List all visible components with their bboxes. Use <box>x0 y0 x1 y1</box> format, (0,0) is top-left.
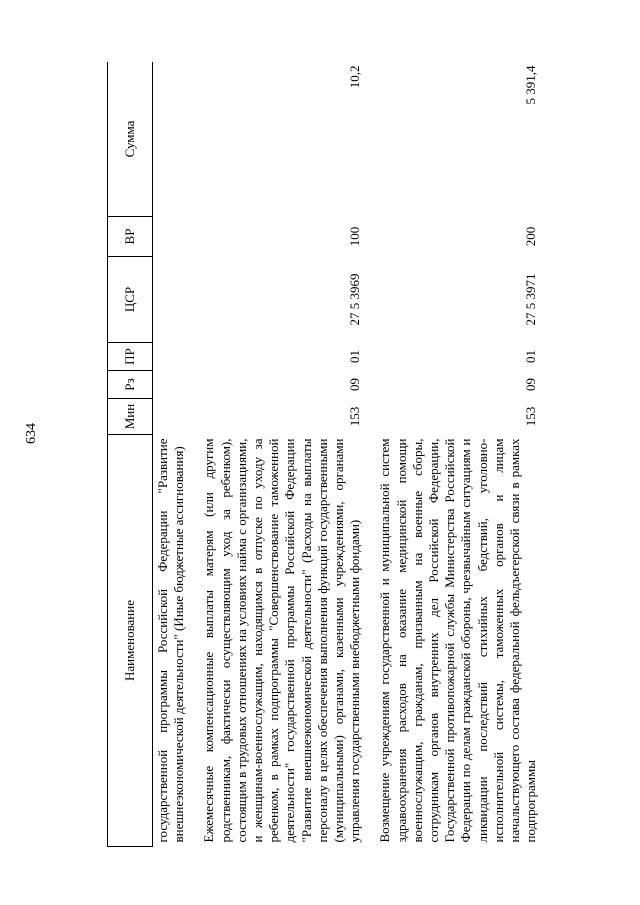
column-header-name: Наименование <box>108 435 153 847</box>
row-rz: 09 <box>347 378 363 391</box>
row-pr: 01 <box>347 350 363 363</box>
row-sum: 10,2 <box>347 65 363 89</box>
row-name: Ежемесячные компенсационные выплаты матерям (или другим родственникам, фактически осуществляющим уход за ребенком), состоящим в трудовых отношениях на условиях найма с организациями, и женщинам-военнослужащим, находящимся в отпуске по уходу за ребенком, в рамках подпрограммы "Совершенствование таможенной деятельности" государственной программы Российской Федерации "Развитие внешнеэкономической деятельности" (Расходы на выплаты персоналу в целях обеспечения выполнения функций государственными (муниципальными) органами, казенными учреждениями, органами управления государственными внебюджетными фондами) <box>201 438 363 843</box>
row-rz: 09 <box>523 378 539 391</box>
row-vr: 200 <box>523 226 539 247</box>
column-header-vr: ВР <box>108 217 153 257</box>
table-row <box>199 62 365 847</box>
row-csr: 27 5 3969 <box>347 273 363 326</box>
table-header-row <box>108 62 153 847</box>
column-header-rz: Рз <box>108 371 153 399</box>
rotated-content <box>107 62 620 847</box>
column-header-sum: Сумма <box>108 62 153 217</box>
row-pr <box>153 343 190 371</box>
budget-table <box>107 62 541 847</box>
row-sum: 5 391,4 <box>523 65 539 105</box>
page-number: 634 <box>24 423 39 444</box>
table-row <box>375 62 541 847</box>
row-rz <box>153 371 190 399</box>
row-min <box>153 399 190 435</box>
column-header-pr: ПР <box>108 343 153 371</box>
table-row <box>153 62 190 847</box>
row-name: Возмещение учреждениям государственной и муниципальной систем здравоохранения расходов на оказание медицинской помощи военнослужащим, гражданам, призванным на военные сборы, сотрудникам органов внутренних дел Российской Федерации, Государственной противопожарной службы Министерства Российской Федерации по делам гражданской обороны, чрезвычайным ситуациям и ликвидации последствий стихийных бедствий, уголовно-исполнительной системы, таможенных органов и лицам начальствующего состава федеральной фельдъегерской связи в рамках подпрограммы <box>377 438 539 843</box>
row-min: 153 <box>523 406 539 427</box>
row-vr <box>153 217 190 257</box>
row-csr <box>153 257 190 343</box>
row-spacer <box>365 62 375 847</box>
column-header-min: Мин <box>108 399 153 435</box>
row-spacer <box>189 62 199 847</box>
row-sum <box>153 62 190 217</box>
row-csr: 27 5 3971 <box>523 273 539 326</box>
row-min: 153 <box>347 406 363 427</box>
row-vr: 100 <box>347 226 363 247</box>
row-name: государственной программы Российской Федерации "Развитие внешнеэкономической деятельности" (Иные бюджетные ассигнования) <box>155 438 187 843</box>
row-pr: 01 <box>523 350 539 363</box>
column-header-csr: ЦСР <box>108 257 153 343</box>
rotated-table-frame <box>107 62 620 847</box>
